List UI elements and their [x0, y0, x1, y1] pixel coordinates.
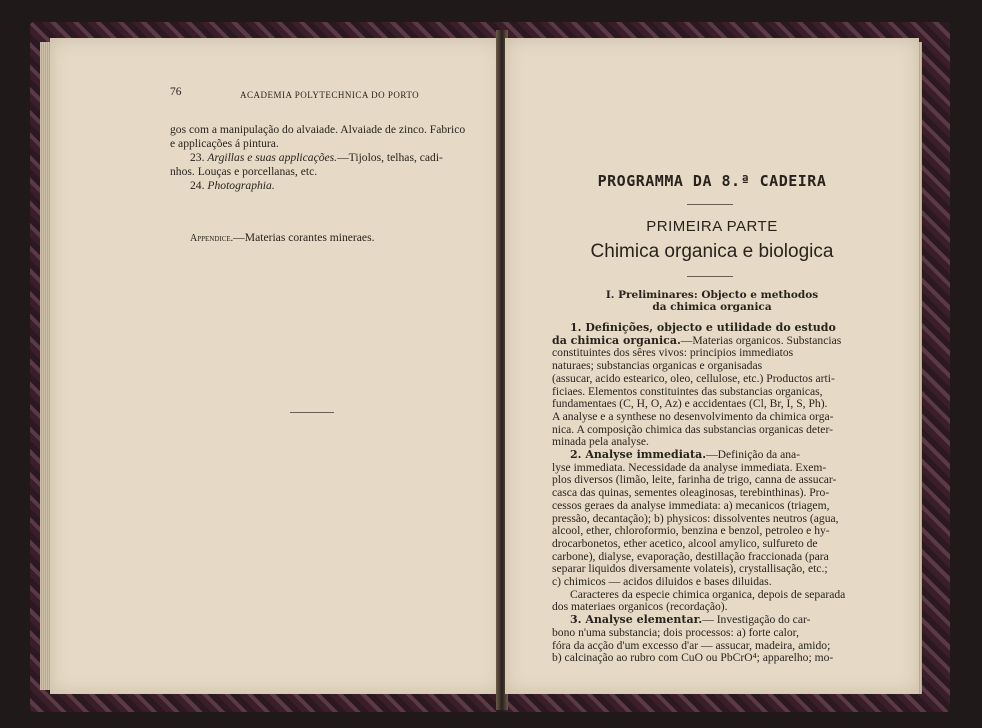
run-in-heading: 3. Analyse elementar. — [570, 613, 703, 627]
line-text: casca das quinas, sementes oleaginosas, terebinthinas). Pro- — [552, 486, 830, 500]
section-heading: da chimica organica — [652, 301, 772, 313]
text-line — [552, 563, 828, 575]
text-line — [552, 551, 829, 563]
text-line — [552, 360, 762, 372]
item-title: Photographia. — [207, 179, 275, 192]
divider-rule — [290, 412, 334, 413]
run-in-heading: 2. Analyse immediata. — [570, 448, 707, 461]
text-line — [552, 576, 772, 588]
text-line — [570, 449, 800, 461]
appendix — [190, 232, 375, 244]
text-line — [552, 398, 827, 410]
text-line — [552, 411, 834, 423]
text-line — [552, 525, 830, 537]
text-line — [552, 373, 835, 385]
text-line: gos com a manipulação do alvaiade. Alvaiade de zinco. Fabrico — [170, 123, 466, 136]
subject-heading: Chimica organica e biologica — [590, 241, 834, 262]
text-line — [552, 538, 818, 550]
text-line — [570, 614, 810, 626]
divider-rule — [687, 204, 733, 205]
line-text: —Materias organicos. Substancias — [680, 333, 842, 347]
right-page — [505, 38, 919, 694]
line-text: plos diversos (limão, leite, farinha de trigo, canna de assucar- — [552, 473, 837, 487]
text-line — [552, 335, 841, 347]
line-text: ficiaes. Elementos constituintes das substancias organicas, — [552, 384, 823, 398]
item-number: 23. — [190, 151, 205, 164]
line-text: dos materiaes organicos (recordação). — [552, 600, 728, 614]
text-line — [552, 487, 829, 499]
item-title: Argillas e suas applicações. — [207, 151, 338, 164]
item-24 — [190, 180, 275, 192]
text-line — [552, 347, 793, 359]
line-text: pressão, decantação); b) physicos: dissolventes neutros (agua, — [552, 511, 839, 525]
text-line — [552, 424, 833, 436]
item-text: —Tijolos, telhas, cadi- — [337, 151, 443, 164]
text-line — [552, 436, 649, 448]
text-line — [552, 474, 836, 486]
line-text: bono n'uma substancia; dois processos: a) forte calor, — [552, 625, 799, 639]
line-text: b) calcinação ao rubro com CuO ou PbCrO⁴; apparelho; mo- — [552, 651, 834, 665]
text-line: nhos. Louças e porcellanas, etc. — [170, 165, 318, 178]
line-text: minada pela analyse. — [552, 435, 649, 449]
text-line — [552, 513, 839, 525]
text-line — [552, 462, 826, 474]
line-text: constituintes dos sêres vivos: principios immediatos — [552, 346, 794, 360]
text-line — [570, 589, 845, 601]
line-text: c) chimicos — acidos diluidos e bases diluidas. — [552, 575, 772, 588]
line-text: fóra da acção d'um excesso d'ar — assucar, madeira, amido; — [552, 638, 831, 652]
divider-rule — [687, 276, 733, 277]
item-23 — [190, 152, 443, 164]
line-text: naturaes; substancias organicas e organisadas — [552, 359, 763, 373]
line-text: A analyse e a synthese no desenvolvimento da chimica orga- — [552, 409, 834, 423]
text-line — [552, 601, 728, 613]
line-text: carbone), dialyse, evaporação, destillação fraccionada (para — [552, 549, 829, 563]
left-page — [50, 38, 502, 694]
text-line — [552, 627, 799, 639]
text-line — [570, 322, 836, 334]
line-text: Caracteres da especie chimica organica, depois de separada — [570, 587, 846, 601]
line-text: —Definição da ana- — [706, 448, 801, 461]
run-in-heading: da chimica organica. — [552, 333, 681, 347]
item-number: 24. — [190, 179, 205, 192]
line-text: separar liquidos diversamente volateis), crystallisação, etc.; — [552, 562, 828, 576]
line-text: lyse immediata. Necessidade da analyse immediata. Exem- — [552, 460, 827, 474]
text-line — [552, 500, 830, 512]
text-line — [552, 386, 823, 398]
line-text: cessos geraes da analyse immediata: a) mecanicos (triagem, — [552, 498, 830, 512]
text-line — [552, 652, 833, 664]
program-title: PROGRAMMA DA 8.ª CADEIRA — [597, 172, 827, 190]
appendix-text: —Materias corantes mineraes. — [233, 231, 375, 244]
line-text: (assucar, acido estearico, oleo, cellulose, etc.) Productos arti- — [552, 371, 835, 385]
running-head: ACADEMIA POLYTECHNICA DO PORTO — [240, 90, 420, 100]
line-text: alcool, ether, chloroformio, benzina e benzol, petroleo e hy- — [552, 524, 830, 538]
line-text: drocarbonetos, ether acetico, alcool amylico, sulfureto de — [552, 536, 818, 550]
text-line — [552, 640, 830, 652]
part-heading: PRIMEIRA PARTE — [646, 218, 778, 235]
section-heading: I. Preliminares: Objecto e methodos — [605, 289, 819, 301]
line-text: nica. A composição chimica das substancias organicas deter- — [552, 422, 833, 436]
appendix-label: Appendice. — [190, 233, 234, 244]
run-in-heading: 1. Definições, objecto e utilidade do estudo — [570, 321, 836, 334]
line-text: — Investigação do car- — [702, 613, 811, 627]
page-number: 76 — [170, 86, 182, 98]
line-text: fundamentaes (C, H, O, Az) e accidentaes (Cl, Br, I, S, Ph). — [552, 397, 828, 411]
text-line: e applicações á pintura. — [170, 137, 279, 150]
